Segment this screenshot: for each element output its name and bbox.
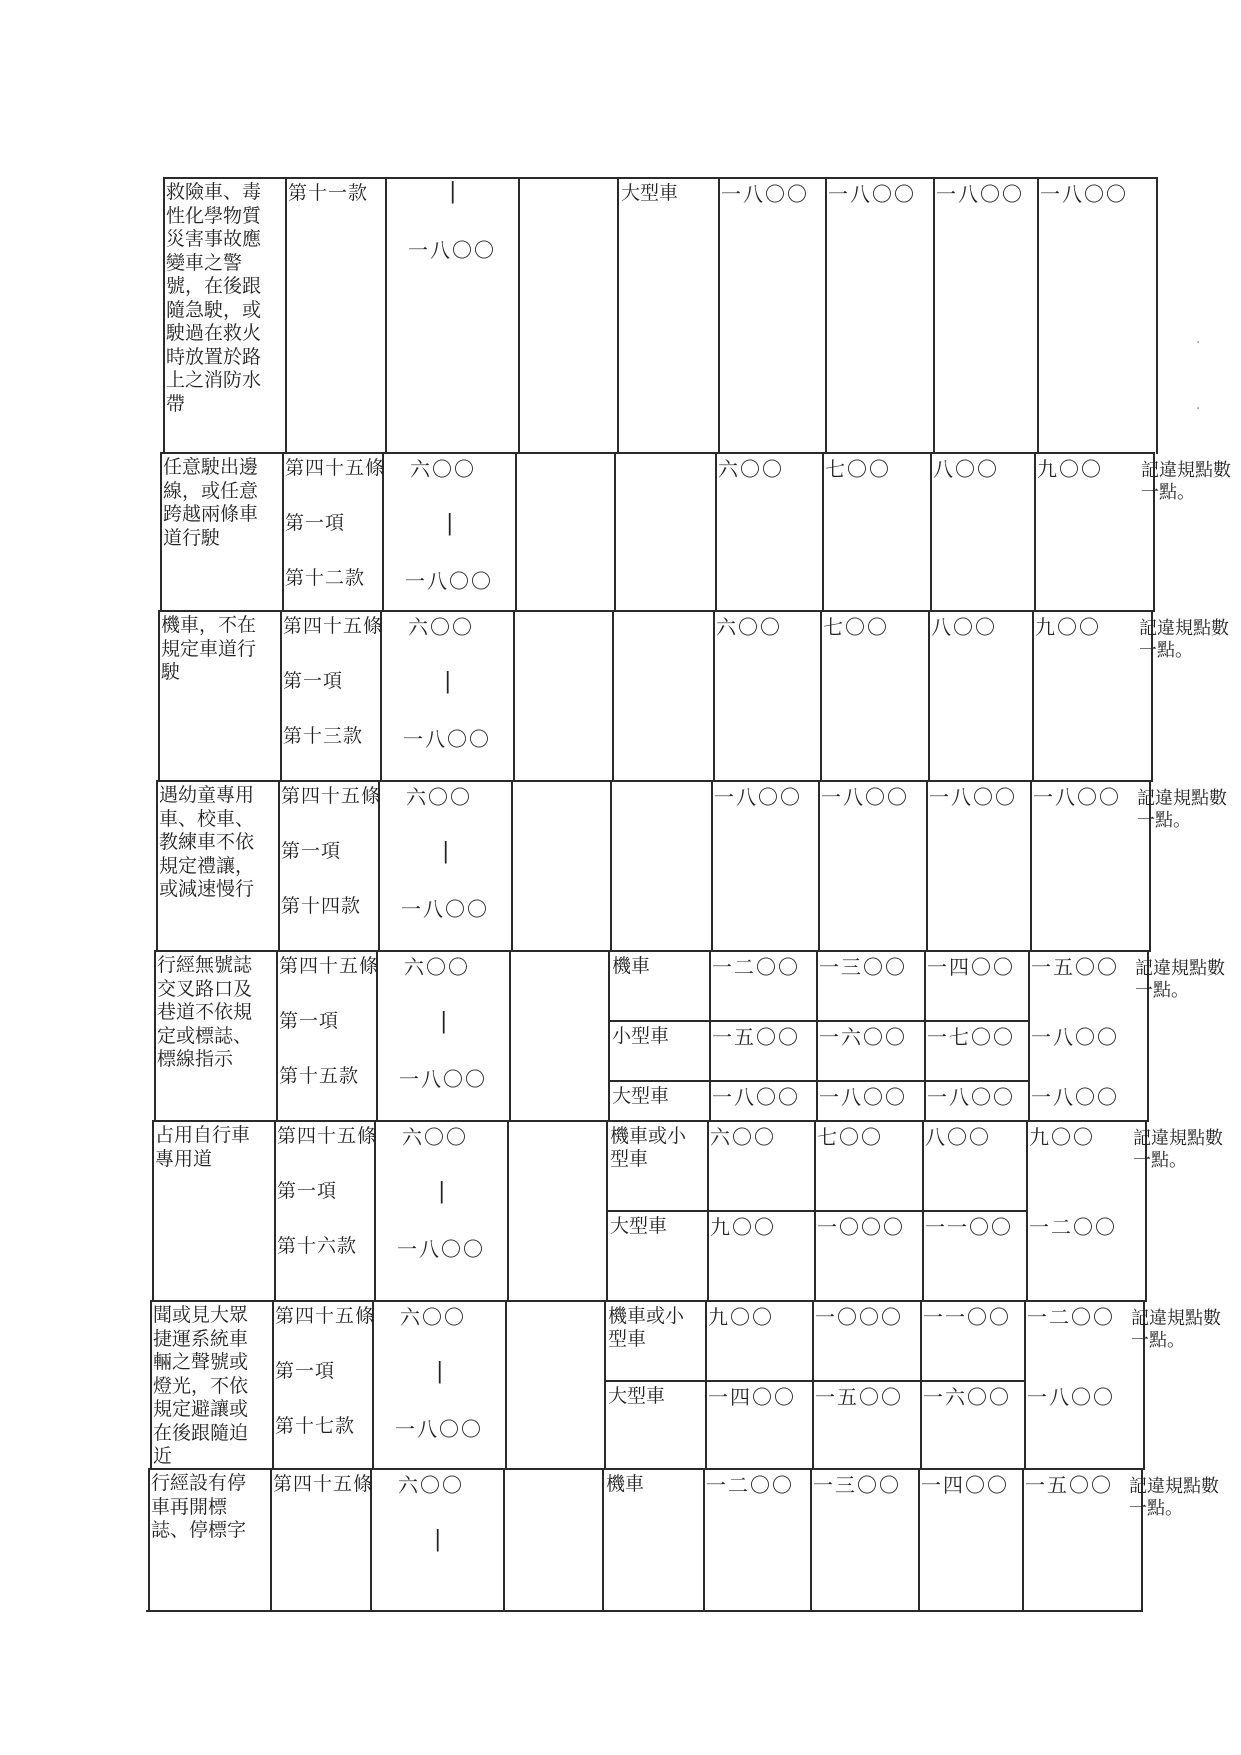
fine-amount-3: 一一〇〇 [923, 1305, 1011, 1329]
table-rule [1022, 1468, 1024, 1612]
table-rule [926, 780, 928, 952]
clause-label: 第十七款 [275, 1415, 356, 1437]
table-rule [150, 1300, 152, 1470]
fine-range-max: 一八〇〇 [403, 727, 491, 751]
table-rule [606, 1210, 1028, 1212]
table-rule [282, 452, 284, 612]
fine-amount-1: 六〇〇 [710, 1125, 776, 1149]
fine-amount-3: 八〇〇 [925, 1125, 991, 1149]
table-rule [285, 177, 287, 454]
table-rule [154, 950, 1149, 952]
table-rule [602, 1468, 604, 1612]
remark-text: 記違規點數 一點。 [1141, 460, 1231, 503]
fine-amount-2: 七〇〇 [825, 457, 891, 481]
violation-description: 任意駛出邊 線，或任意 跨越兩條車 道行駛 [163, 456, 259, 549]
table-rule [1030, 780, 1032, 952]
fine-amount-3: 八〇〇 [931, 615, 997, 639]
range-dash: | [438, 1179, 446, 1204]
table-rule [158, 610, 1153, 612]
table-rule [278, 780, 280, 952]
fine-amount-4: 一二〇〇 [1027, 1305, 1115, 1329]
violation-description: 機車，不在 規定車道行 駛 [161, 614, 257, 683]
range-dash: | [446, 511, 454, 536]
table-rule [158, 610, 160, 782]
vehicle-type: 大型車 [621, 182, 679, 204]
fine-range-max: 一八〇〇 [397, 1237, 485, 1261]
fine-amount-2: 一五〇〇 [815, 1385, 903, 1409]
range-dash: | [444, 669, 452, 694]
fine-amount-3: 一八〇〇 [927, 1085, 1015, 1109]
fine-amount-2: 一八〇〇 [819, 1085, 907, 1109]
table-rule [612, 610, 614, 782]
table-rule [705, 1300, 707, 1470]
range-dash: | [449, 179, 457, 204]
remark-text: 記違規點數 一點。 [1139, 618, 1229, 661]
table-rule [703, 1468, 705, 1612]
fine-amount-1: 一二〇〇 [712, 955, 800, 979]
table-rule [154, 950, 156, 1122]
table-rule [513, 610, 515, 782]
fine-amount-1: 一二〇〇 [706, 1473, 794, 1497]
fine-amount-3: 一七〇〇 [927, 1025, 1015, 1049]
table-rule [604, 1380, 1026, 1382]
table-rule [1034, 452, 1036, 612]
table-rule [146, 1610, 1141, 1612]
clause-label: 第十三款 [283, 725, 364, 747]
fine-amount-4: 一八〇〇 [1027, 1385, 1115, 1409]
table-rule [152, 1120, 154, 1302]
table-rule [503, 1468, 505, 1612]
fine-amount-3: 一四〇〇 [921, 1473, 1009, 1497]
fine-amount-4: 一二〇〇 [1029, 1215, 1117, 1239]
fine-amount-4: 一八〇〇 [1040, 182, 1128, 206]
fine-amount-2: 一六〇〇 [819, 1025, 907, 1049]
vehicle-type: 機車 [612, 955, 651, 977]
table-rule [718, 177, 720, 454]
fine-amount-1: 一八〇〇 [721, 182, 809, 206]
table-rule [1024, 1300, 1026, 1470]
table-rule [810, 1468, 812, 1612]
fine-range-max: 一八〇〇 [399, 1067, 487, 1091]
fine-range-min: 六〇〇 [406, 785, 472, 809]
scan-mark: · [1196, 401, 1201, 417]
table-rule [709, 950, 711, 1122]
table-rule [713, 610, 715, 782]
table-rule [509, 950, 511, 1122]
table-rule [385, 177, 387, 454]
table-rule [1156, 177, 1158, 454]
table-rule [276, 950, 278, 1122]
fine-range-min: 六〇〇 [398, 1473, 464, 1497]
table-rule [812, 1300, 814, 1470]
table-rule [270, 1468, 272, 1612]
table-rule [518, 177, 520, 454]
table-rule [617, 177, 619, 454]
table-rule [150, 1300, 1145, 1302]
table-rule [160, 452, 1155, 454]
table-rule [156, 780, 1151, 782]
table-rule [715, 452, 717, 612]
table-rule [163, 177, 165, 454]
clause-label: 第十五款 [279, 1065, 360, 1087]
fine-amount-4: 一五〇〇 [1031, 955, 1119, 979]
table-rule [152, 1120, 1147, 1122]
table-rule [924, 950, 926, 1122]
fine-amount-3: 八〇〇 [933, 457, 999, 481]
fine-amount-4: 一八〇〇 [1031, 1085, 1119, 1109]
article-label: 第四十五條 [283, 615, 384, 637]
table-rule [711, 780, 713, 952]
fine-amount-2: 一〇〇〇 [815, 1305, 903, 1329]
fine-range-min: 六〇〇 [410, 457, 476, 481]
vehicle-type: 機車或小 型車 [610, 1125, 687, 1170]
fine-range-min: 六〇〇 [408, 615, 474, 639]
vehicle-type: 大型車 [608, 1385, 666, 1407]
table-rule [604, 1300, 606, 1470]
range-dash: | [440, 1009, 448, 1034]
remark-text: 記違規點數 一點。 [1137, 788, 1227, 831]
table-rule [515, 452, 517, 612]
table-rule [156, 780, 158, 952]
fine-amount-1: 九〇〇 [708, 1305, 774, 1329]
fine-range-max: 一八〇〇 [408, 238, 496, 262]
vehicle-type: 機車或小 型車 [608, 1305, 685, 1350]
table-rule [272, 1300, 274, 1470]
vehicle-type: 大型車 [610, 1215, 668, 1237]
paragraph-label: 第一項 [279, 1010, 340, 1032]
paragraph-label: 第一項 [285, 512, 346, 534]
article-label: 第四十五條 [273, 1473, 374, 1495]
clause-label: 第十二款 [285, 567, 366, 589]
fine-amount-3: 一八〇〇 [929, 785, 1017, 809]
fine-range-min: 六〇〇 [402, 1125, 468, 1149]
article-label: 第四十五條 [275, 1305, 376, 1327]
fine-amount-2: 七〇〇 [823, 615, 889, 639]
fine-amount-4: 九〇〇 [1037, 457, 1103, 481]
fine-range-max: 一八〇〇 [401, 897, 489, 921]
table-rule [148, 1468, 150, 1612]
article-label: 第四十五條 [279, 955, 380, 977]
fine-range-max: 一八〇〇 [395, 1417, 483, 1441]
table-rule [280, 610, 282, 782]
clause-label: 第十六款 [277, 1235, 358, 1257]
range-dash: | [442, 839, 450, 864]
table-rule [1032, 610, 1034, 782]
table-rule [610, 780, 612, 952]
table-rule [920, 1300, 922, 1470]
fine-amount-1: 九〇〇 [710, 1215, 776, 1239]
article-label: 第四十五條 [285, 457, 386, 479]
table-rule [163, 177, 1158, 179]
paragraph-label: 第一項 [275, 1360, 336, 1382]
vehicle-type: 小型車 [612, 1025, 670, 1047]
table-rule [608, 950, 610, 1122]
table-rule [930, 452, 932, 612]
fine-amount-1: 一四〇〇 [708, 1385, 796, 1409]
violation-description: 占用自行車 專用道 [155, 1124, 251, 1170]
fine-amount-2: 一八〇〇 [828, 182, 916, 206]
vehicle-type: 機車 [606, 1473, 645, 1495]
table-rule [918, 1468, 920, 1612]
table-rule [1028, 950, 1030, 1122]
table-rule [820, 610, 822, 782]
violation-description: 救險車、毒 性化學物質 災害事故應 變車之警 號，在後跟 隨急駛，或 駛過在救火 時放置於路 上之消防水 帶 [166, 181, 262, 415]
fine-amount-2: 一八〇〇 [821, 785, 909, 809]
remark-text: 記違規點數 一點。 [1135, 958, 1225, 1001]
table-rule [818, 780, 820, 952]
fine-amount-2: 一〇〇〇 [817, 1215, 905, 1239]
table-rule [507, 1120, 509, 1302]
table-rule [816, 950, 818, 1122]
violation-description: 行經無號誌 交叉路口及 巷道不依規 定或標誌、 標線指示 [157, 954, 253, 1070]
fine-amount-1: 一八〇〇 [714, 785, 802, 809]
table-rule [825, 177, 827, 454]
table-rule [608, 1080, 1030, 1082]
fine-amount-1: 六〇〇 [718, 457, 784, 481]
fine-amount-3: 一八〇〇 [936, 182, 1024, 206]
table-rule [274, 1120, 276, 1302]
remark-text: 記違規點數 一點。 [1131, 1308, 1221, 1351]
article-label: 第四十五條 [277, 1125, 378, 1147]
remark-text: 記違規點數 一點。 [1133, 1128, 1223, 1171]
fine-amount-2: 一三〇〇 [819, 955, 907, 979]
paragraph-label: 第一項 [283, 670, 344, 692]
paragraph-label: 第一項 [281, 840, 342, 862]
violation-description: 聞或見大眾 捷運系統車 輛之聲號或 燈光，不依 規定避讓或 在後跟隨迫 近 [153, 1304, 249, 1467]
remark-text: 記違規點數 一點。 [1129, 1476, 1219, 1519]
fine-amount-2: 七〇〇 [817, 1125, 883, 1149]
table-rule [1037, 177, 1039, 454]
fine-amount-4: 一八〇〇 [1033, 785, 1121, 809]
fine-range-min: 六〇〇 [400, 1305, 466, 1329]
table-rule [928, 610, 930, 782]
fine-amount-1: 六〇〇 [716, 615, 782, 639]
clause-label: 第十四款 [281, 895, 362, 917]
table-rule [148, 1468, 1143, 1470]
violation-description: 行經設有停 車再開標 誌、停標字 [151, 1472, 247, 1541]
fine-amount-4: 九〇〇 [1035, 615, 1101, 639]
fine-range-min: 六〇〇 [404, 955, 470, 979]
fine-amount-1: 一五〇〇 [712, 1025, 800, 1049]
table-rule [511, 780, 513, 952]
fine-amount-4: 一五〇〇 [1025, 1473, 1113, 1497]
article-label: 第四十五條 [281, 785, 382, 807]
paragraph-label: 第一項 [277, 1180, 338, 1202]
range-dash: | [434, 1527, 442, 1552]
fine-amount-4: 一八〇〇 [1031, 1025, 1119, 1049]
fine-amount-3: 一四〇〇 [927, 955, 1015, 979]
fine-amount-1: 一八〇〇 [712, 1085, 800, 1109]
fine-amount-4: 九〇〇 [1029, 1125, 1095, 1149]
clause-label: 第十一款 [288, 182, 369, 204]
fine-range-max: 一八〇〇 [405, 569, 493, 593]
fine-amount-2: 一三〇〇 [813, 1473, 901, 1497]
violation-description: 遇幼童專用 車、校車、 教練車不依 規定禮讓， 或減速慢行 [159, 784, 255, 900]
table-rule [933, 177, 935, 454]
range-dash: | [436, 1359, 444, 1384]
table-rule [822, 452, 824, 612]
fine-amount-3: 一六〇〇 [923, 1385, 1011, 1409]
scan-mark: · [1196, 335, 1201, 351]
vehicle-type: 大型車 [612, 1085, 670, 1107]
table-rule [614, 452, 616, 612]
table-rule [608, 1020, 1030, 1022]
table-rule [160, 452, 162, 612]
table-rule [505, 1300, 507, 1470]
fine-amount-3: 一一〇〇 [925, 1215, 1013, 1239]
